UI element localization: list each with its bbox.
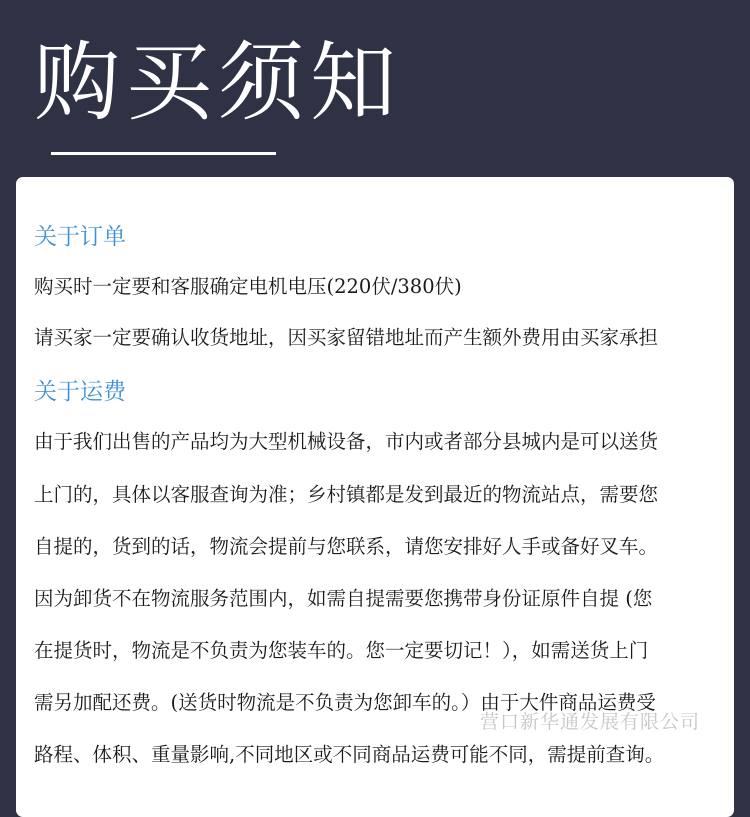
section-heading-shipping: 关于运费 xyxy=(34,379,126,405)
page-title: 购买须知 xyxy=(34,33,402,133)
order-line-2: 请买家一定要确认收货地址，因买家留错地址而产生额外费用由买家承担 xyxy=(34,326,659,349)
shipping-line-5: 在提货时，物流是不负责为您装车的。您一定要切记！），如需送货上门 xyxy=(34,639,649,662)
shipping-line-4: 因为卸货不在物流服务范围内，如需自提需要您携带身份证原件自提 (您 xyxy=(34,587,653,610)
shipping-line-6: 需另加配还费。(送货时物流是不负责为您卸车的。）由于大件商品运费受 xyxy=(34,691,656,714)
shipping-line-3: 自提的，货到的话，物流会提前与您联系，请您安排好人手或备好叉车。 xyxy=(34,535,659,558)
shipping-line-2: 上门的，具体以客服查询为准；乡村镇都是发到最近的物流站点，需要您 xyxy=(34,483,659,506)
order-line-1: 购买时一定要和客服确定电机电压(220伏/380伏) xyxy=(34,275,462,298)
shipping-line-7: 路程、体积、重量影响,不同地区或不同商品运费可能不同，需提前查询。 xyxy=(34,743,665,766)
shipping-line-1: 由于我们出售的产品均为大型机械设备，市内或者部分县城内是可以送货 xyxy=(34,430,659,453)
company-watermark: 营口新华通发展有限公司 xyxy=(480,711,701,733)
title-underline xyxy=(51,152,276,155)
section-heading-order: 关于订单 xyxy=(34,224,126,250)
